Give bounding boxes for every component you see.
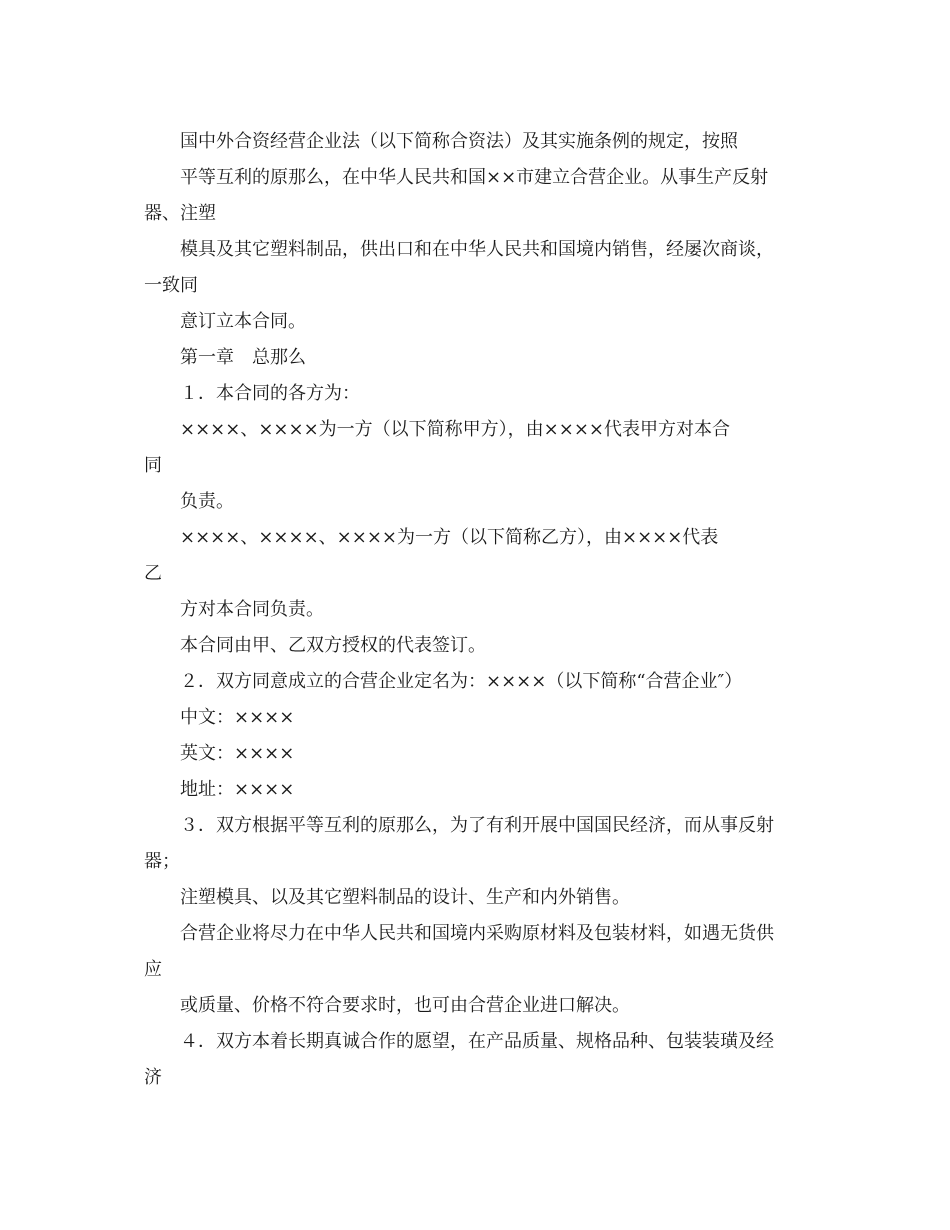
text-line: 济 <box>144 1067 162 1088</box>
text-line: 同 <box>144 455 162 476</box>
text-line: ４．双方本着长期真诚合作的愿望，在产品质量、规格品种、包装装璜及经 <box>180 1031 774 1052</box>
text-line: 模具及其它塑料制品，供出口和在中华人民共和国境内销售，经屡次商谈， <box>180 239 774 260</box>
text-line: ３．双方根据平等互利的原那么，为了有利开展中国国民经济，而从事反射 <box>180 815 774 836</box>
text-line: 器、注塑 <box>144 203 216 224</box>
text-line: 方对本合同负责。 <box>180 599 324 620</box>
text-line: 本合同由甲、乙双方授权的代表签订。 <box>180 635 486 656</box>
text-line: 负责。 <box>180 491 234 512</box>
text-line: 中文：×××× <box>180 707 295 728</box>
text-line: ××××、××××、××××为一方（以下简称乙方），由××××代表 <box>180 527 719 548</box>
text-line: ２．双方同意成立的合营企业定名为：××××（以下简称“合营企业″） <box>180 671 743 692</box>
text-line: 平等互利的原那么，在中华人民共和国××市建立合营企业。从事生产反射 <box>180 167 769 188</box>
text-line: 注塑模具、以及其它塑料制品的设计、生产和内外销售。 <box>180 887 630 908</box>
text-line: 地址：×××× <box>180 779 295 800</box>
text-line: 国中外合资经营企业法（以下简称合资法）及其实施条例的规定，按照 <box>180 131 738 152</box>
text-line: 器； <box>144 851 180 872</box>
text-line: 乙 <box>144 563 162 584</box>
text-line: 合营企业将尽力在中华人民共和国境内采购原材料及包装材料，如遇无货供 <box>180 923 774 944</box>
text-line: 或质量、价格不符合要求时，也可由合营企业进口解决。 <box>180 995 630 1016</box>
text-line: 意订立本合同。 <box>180 311 306 332</box>
text-line: 英文：×××× <box>180 743 295 764</box>
contract-text-body <box>144 124 808 1096</box>
text-line: ××××、××××为一方（以下简称甲方），由××××代表甲方对本合 <box>180 419 730 440</box>
text-line: 第一章 总那么 <box>180 347 306 368</box>
text-line: １．本合同的各方为： <box>180 383 360 404</box>
text-line: 应 <box>144 959 162 980</box>
text-line: 一致同 <box>144 275 198 296</box>
